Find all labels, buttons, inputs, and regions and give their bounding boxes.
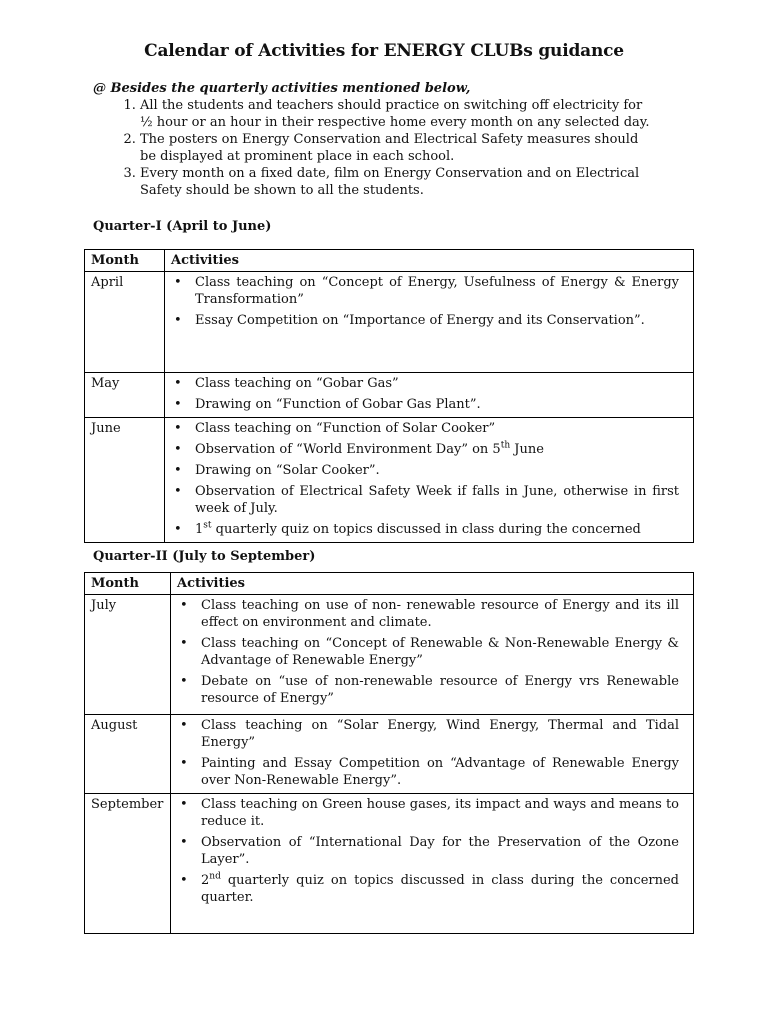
activities-cell: [165, 272, 694, 373]
activity-item: • Drawing on “Solar Cooker”.: [171, 462, 679, 479]
table-row: [85, 715, 694, 794]
activity-item: • Class teaching on “Concept of Renewable & Non-Renewable Energy & Advantage of Renewable Energy”: [177, 635, 679, 669]
activity-item: • Essay Competition on “Importance of Energy and its Conservation”.: [171, 312, 679, 329]
activity-item: • Class teaching on “Solar Energy, Wind Energy, Thermal and Tidal Energy”: [177, 717, 679, 751]
activity-text: quarterly quiz on topics discussed in class during the concerned: [211, 522, 641, 537]
month-cell: May: [85, 373, 165, 418]
activity-text: quarterly quiz on topics discussed in class during the concerned quarter.: [201, 873, 679, 905]
activity-item: • Painting and Essay Competition on “Advantage of Renewable Energy over Non-Renewable Energy”.: [177, 755, 679, 789]
quarter2-heading: Quarter-II (July to September): [93, 549, 316, 564]
activity-text: 2: [201, 873, 210, 888]
activities-cell: [171, 715, 694, 794]
month-cell: August: [85, 715, 171, 794]
intro-item: 1. All the students and teachers should practice on switching off electricity for ½ hour or an hour in their respective home every month on any selected day.: [140, 97, 653, 131]
intro-item: 3. Every month on a fixed date, film on Energy Conservation and on Electrical Safety should be shown to all the students.: [140, 165, 653, 199]
intro-item: 2. The posters on Energy Conservation and Electrical Safety measures should be displayed at prominent place in each school.: [140, 131, 653, 165]
table-row: [85, 373, 694, 418]
intro-section: [93, 80, 653, 199]
activity-item: [177, 872, 679, 906]
activities-column-header: Activities: [171, 573, 694, 595]
intro-list: [93, 97, 653, 199]
activities-cell: [165, 373, 694, 418]
activity-list: [177, 796, 687, 906]
activity-item: • Class teaching on “Concept of Energy, Usefulness of Energy & Energy Transformation”: [171, 274, 679, 308]
activity-item: • Class teaching on Green house gases, its impact and ways and means to reduce it.: [177, 796, 679, 830]
activities-column-header: Activities: [165, 250, 694, 272]
month-column-header: Month: [85, 250, 165, 272]
month-cell: September: [85, 794, 171, 934]
ordinal-suffix: th: [500, 440, 511, 451]
activity-text: June: [510, 442, 544, 457]
activity-item: • Observation of Electrical Safety Week if falls in June, otherwise in first week of July.: [171, 483, 679, 517]
month-cell: June: [85, 418, 165, 543]
quarter2-table: [84, 572, 694, 934]
activity-list: [177, 717, 687, 789]
activity-item: • Debate on “use of non-renewable resource of Energy vrs Renewable resource of Energy”: [177, 673, 679, 707]
activity-item: [171, 521, 679, 538]
activity-text: 1: [195, 522, 204, 537]
activity-item: • Drawing on “Function of Gobar Gas Plant”.: [171, 396, 679, 413]
quarter1-heading: Quarter-I (April to June): [93, 219, 272, 234]
month-cell: July: [85, 595, 171, 715]
activities-cell: [165, 418, 694, 543]
activities-cell: [171, 794, 694, 934]
activity-item: [171, 441, 679, 458]
intro-heading: @ Besides the quarterly activities mentioned below,: [93, 81, 471, 96]
month-cell: April: [85, 272, 165, 373]
activity-text: Observation of “World Environment Day” on 5: [195, 442, 501, 457]
activity-list: [171, 375, 687, 413]
month-column-header: Month: [85, 573, 171, 595]
activity-item: • Class teaching on “Gobar Gas”: [171, 375, 679, 392]
table-row: [85, 595, 694, 715]
activity-item: • Class teaching on use of non- renewable resource of Energy and its ill effect on environment and climate.: [177, 597, 679, 631]
activity-list: [177, 597, 687, 707]
activity-item: • Class teaching on “Function of Solar Cooker”: [171, 420, 679, 437]
table-row: [85, 418, 694, 543]
activity-list: [171, 420, 687, 538]
table-row: [85, 794, 694, 934]
activity-item: • Observation of “International Day for the Preservation of the Ozone Layer”.: [177, 834, 679, 868]
activities-cell: [171, 595, 694, 715]
activity-list: [171, 274, 687, 329]
ordinal-suffix: st: [203, 520, 212, 531]
quarter1-table: [84, 249, 694, 543]
table-row: [85, 272, 694, 373]
page-title: Calendar of Activities for ENERGY CLUBs guidance: [144, 41, 624, 61]
ordinal-suffix: nd: [209, 871, 221, 882]
